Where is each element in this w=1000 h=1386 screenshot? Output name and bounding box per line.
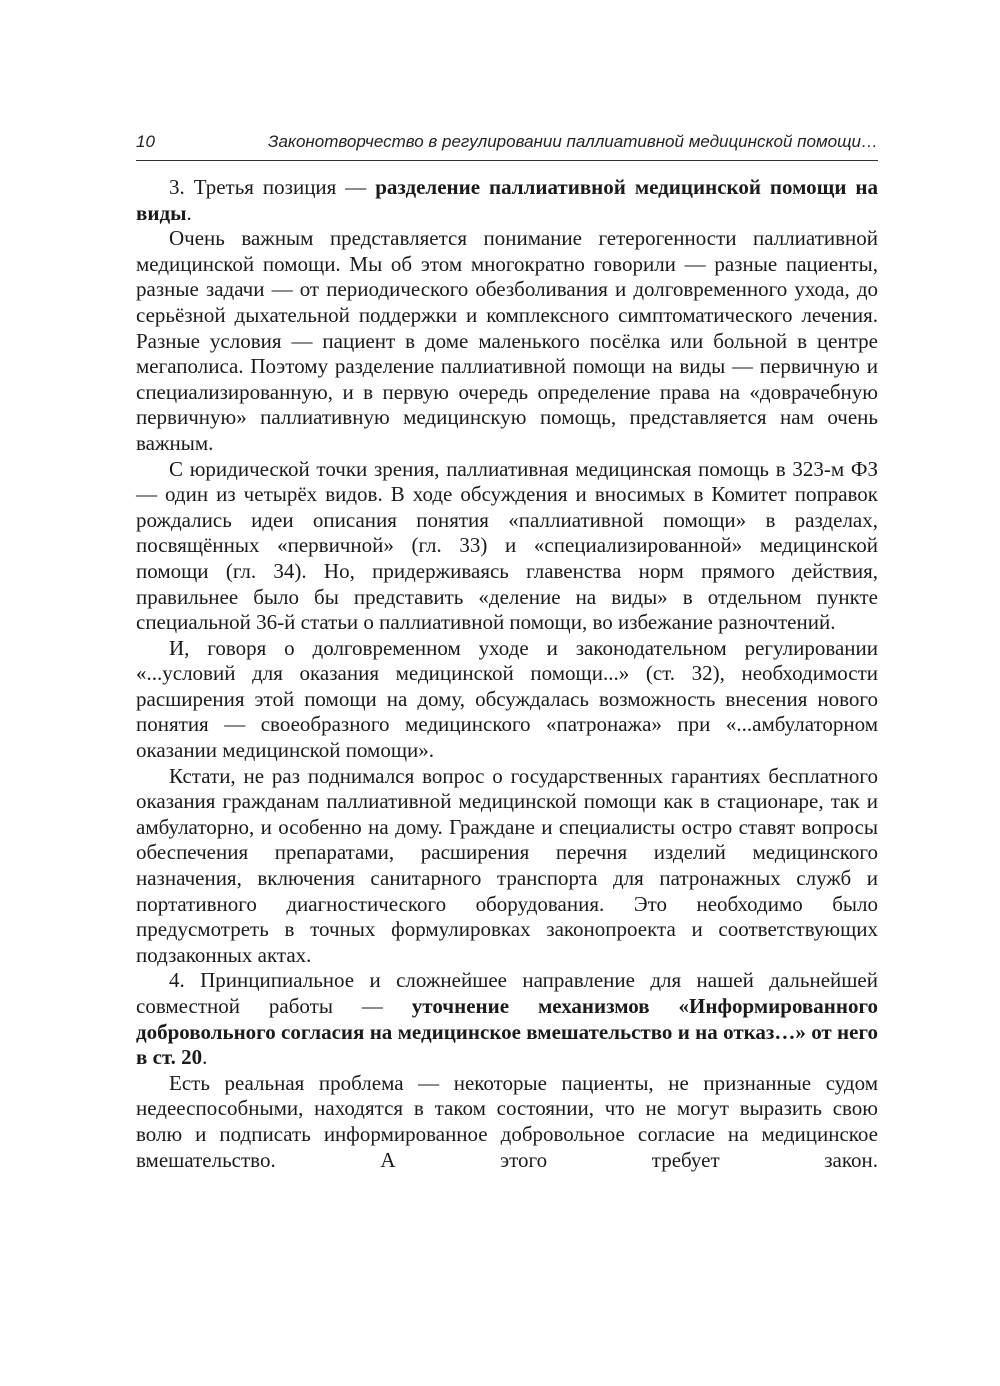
- page-number: 10: [136, 132, 155, 151]
- paragraph: Очень важным представляется понимание гетерогенности паллиативной медицинской помощи. Мы об этом многократно говорили — разные пациенты, разные задачи — от периодического обезболивания и долговременного ухода, до серьёзной дыхательной поддержки и комплексного симптоматического лечения. Разные условия — пациент в доме маленького посёлка или больной в центре мегаполиса. Поэтому разделение паллиативной помощи на виды — первичную и специализированную, и в первую очередь определение права на «доврачебную первичную» паллиативную медицинскую помощь, представляется нам очень важным.: [136, 226, 878, 455]
- bold-heading: уточнение механизмов «Информированного добровольного согласия на медицинское вмешательство и на отказ…» от него в ст. 20: [136, 994, 878, 1070]
- paragraph: Кстати, не раз поднимался вопрос о государственных гарантиях бесплатного оказания гражданам паллиативной медицинской помощи как в стационаре, так и амбулаторно, и особенно на дому. Граждане и специалисты остро ставят вопросы обеспечения препаратами, расширения перечня изделий медицинского назначения, включения санитарного транспорта для патронажных служб и портативного диагностического оборудования. Это необходимо было предусмотреть в точных формулировках законопроекта и соответствующих подзаконных актах.: [136, 763, 878, 967]
- bold-heading: разделение паллиативной медицинской помощи на виды: [136, 175, 879, 225]
- paragraph: С юридической точки зрения, паллиативная медицинская помощь в 323-м ФЗ — один из четырёх видов. В ходе обсуждения и вносимых в Комитет поправок рождались идеи описания понятия «паллиативной помощи» в разделах, посвящённых «первичной» (гл. 33) и «специализированной» медицинской помощи (гл. 34). Но, придерживаясь главенства норм прямого действия, правильнее было бы представить «деление на виды» в отдельном пункте специальной 36-й статьи о паллиативной помощи, во избежание разночтений.: [136, 456, 878, 635]
- running-header: [136, 130, 878, 161]
- paragraph: Есть реальная проблема — некоторые пациенты, не признанные судом недееспособными, находятся в таком состоянии, что не могут выразить свою волю и подписать информированное добровольное согласие на медицинское вмешательство. А этого требует закон.: [136, 1070, 878, 1172]
- page-body: [136, 175, 878, 1173]
- paragraph-direction-4: 4. Принципиальное и сложнейшее направление для нашей дальнейшей совместной работы — уточнение механизмов «Информированного добровольного согласия на медицинское вмешательство и на отказ…» от него в ст. 20.: [136, 968, 878, 1070]
- paragraph-position-3: 3. Третья позиция — разделение паллиативной медицинской помощи на виды.: [136, 175, 879, 225]
- paragraph: И, говоря о долговременном уходе и законодательном регулировании «...условий для оказания медицинской помощи...» (ст. 32), необходимости расширения этой помощи на дому, обсуждалась возможность внесения нового понятия — своеобразного медицинского «патронажа» при «...амбулаторном оказании медицинской помощи».: [136, 635, 878, 763]
- running-title: Законотворчество в регулировании паллиативной медицинской помощи…: [268, 132, 878, 151]
